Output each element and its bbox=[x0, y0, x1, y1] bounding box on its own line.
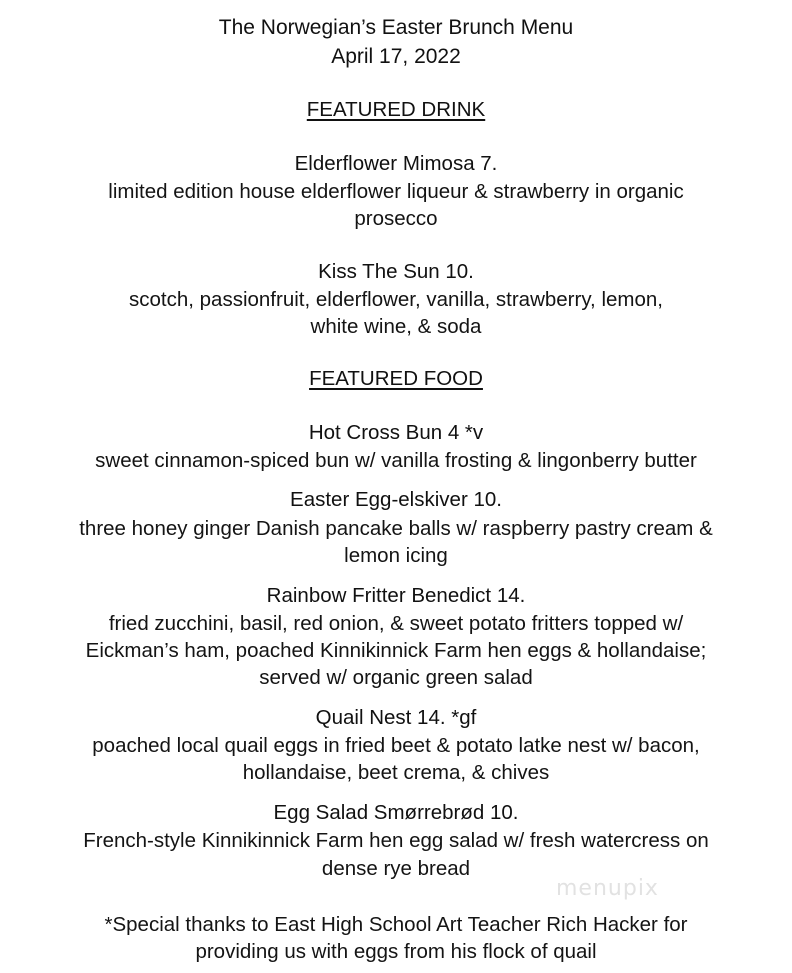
food-item-desc: fried zucchini, basil, red onion, & sweet potato fritters topped w/ bbox=[108, 612, 684, 635]
food-item-name: Quail Nest 14. *gf bbox=[315, 706, 477, 729]
food-item-name: Rainbow Fritter Benedict 14. bbox=[266, 584, 526, 607]
menu-date: April 17, 2022 bbox=[331, 45, 461, 68]
food-item-name: Easter Egg-elskiver 10. bbox=[290, 488, 502, 511]
drink-item-desc: prosecco bbox=[354, 207, 438, 230]
featured-food-heading: FEATURED FOOD bbox=[309, 367, 483, 390]
food-item-desc: Eickman’s ham, poached Kinnikinnick Farm hen eggs & hollandaise; bbox=[85, 639, 707, 662]
drink-item-name: Kiss The Sun 10. bbox=[318, 260, 474, 283]
featured-drink-heading: FEATURED DRINK bbox=[306, 98, 486, 121]
footer-note: *Special thanks to East High School Art Teacher Rich Hacker for bbox=[104, 913, 688, 936]
food-item-desc: dense rye bread bbox=[321, 857, 471, 880]
footer-note: providing us with eggs from his flock of quail bbox=[195, 940, 597, 963]
food-item-desc: sweet cinnamon-spiced bun w/ vanilla frosting & lingonberry butter bbox=[95, 449, 697, 472]
food-item-name: Egg Salad Smørrebrød 10. bbox=[273, 801, 519, 824]
food-item-desc: served w/ organic green salad bbox=[259, 666, 533, 689]
drink-item-desc: scotch, passionfruit, elderflower, vanilla, strawberry, lemon, bbox=[129, 288, 663, 311]
food-item-desc: French-style Kinnikinnick Farm hen egg salad w/ fresh watercress on bbox=[83, 829, 709, 852]
menu-title: The Norwegian’s Easter Brunch Menu bbox=[218, 16, 574, 39]
drink-item-desc: white wine, & soda bbox=[310, 315, 482, 338]
food-item-desc: three honey ginger Danish pancake balls w/ raspberry pastry cream & bbox=[79, 517, 713, 540]
food-item-name: Hot Cross Bun 4 *v bbox=[308, 421, 484, 444]
food-item-desc: poached local quail eggs in fried beet & potato latke nest w/ bacon, bbox=[92, 734, 700, 757]
drink-item-name: Elderflower Mimosa 7. bbox=[294, 152, 498, 175]
menupix-watermark: menupix bbox=[556, 876, 659, 901]
drink-item-desc: limited edition house elderflower liqueur & strawberry in organic bbox=[108, 180, 684, 203]
food-item-desc: lemon icing bbox=[344, 544, 448, 567]
food-item-desc: hollandaise, beet crema, & chives bbox=[242, 761, 550, 784]
